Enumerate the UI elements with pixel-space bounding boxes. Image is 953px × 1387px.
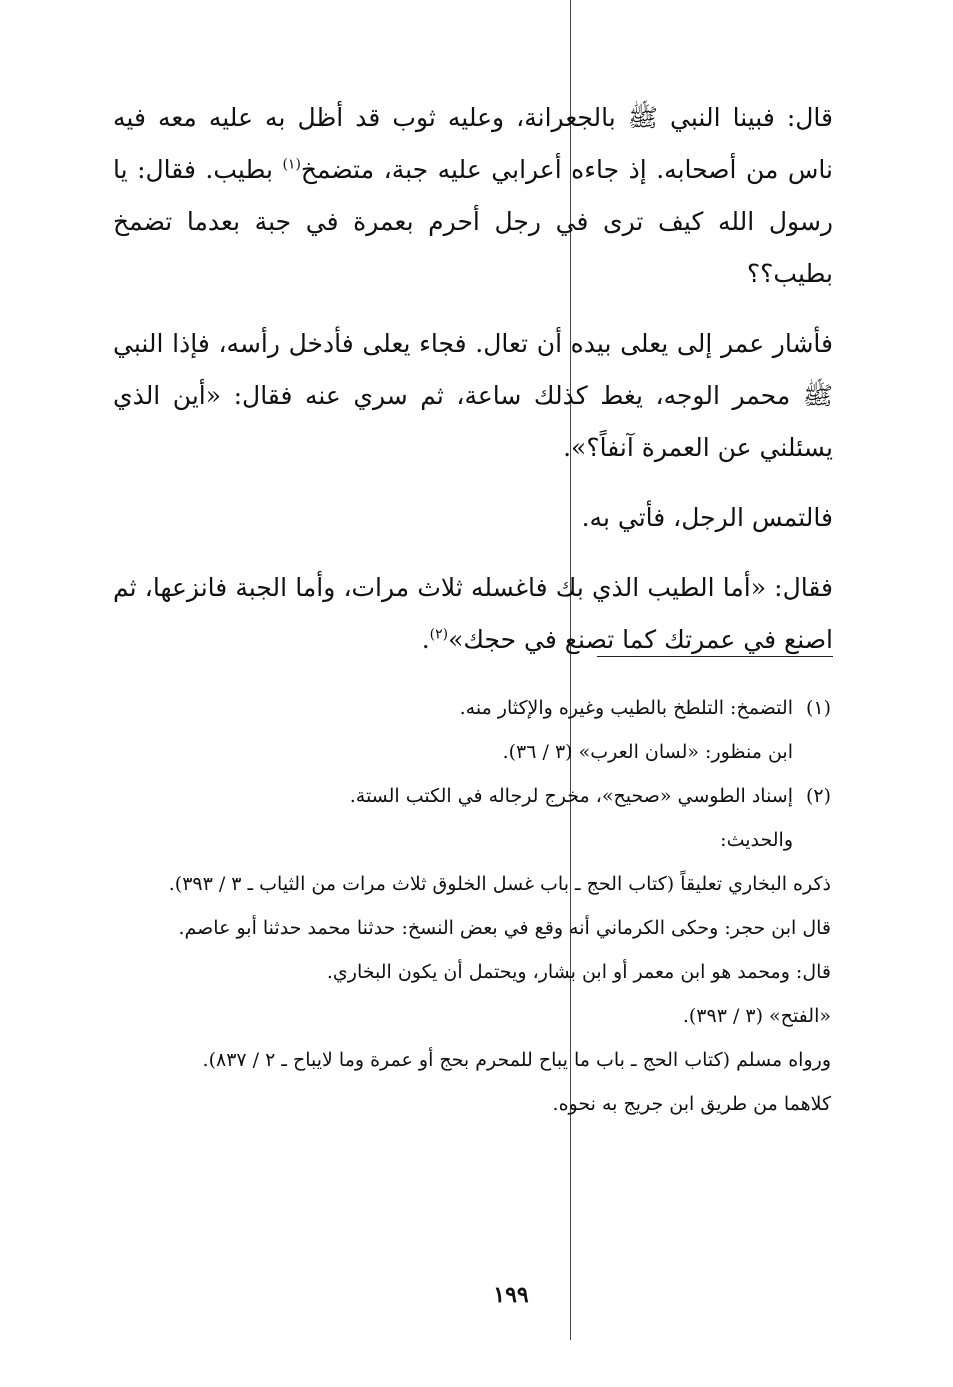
footnote-number: (١) (805, 697, 831, 719)
footnote-2-line: قال: ومحمد هو ابن معمر أو ابن بشار، ويحتمل أن يكون البخاري. (326, 961, 831, 983)
footnote-2-line: ورواه مسلم (كتاب الحج ـ باب ما يباح للمحرم بحج أو عمرة وما لايباح ـ ٢ / ٨٣٧). (202, 1049, 831, 1071)
footnote-2-line: ذكره البخاري تعليقاً (كتاب الحج ـ باب غسل الخلوق ثلاث مرات من الثياب ـ ٣ / ٣٩٣). (168, 873, 831, 895)
footnote-2-line: والحديث: (720, 829, 793, 851)
footnote-ref-1: (١) (282, 156, 301, 173)
paragraph-4: فقال: «أما الطيب الذي بك فاغسله ثلاث مرات، وأما الجبة فانزعها، ثم اصنع في عمرتك كما تصنع في حجك»$^{(٢)}$. (113, 573, 833, 654)
footnote-2-line: قال ابن حجر: وحكى الكرماني أنه وقع في بعض النسخ: حدثنا محمد حدثنا أبو عاصم. (178, 917, 831, 939)
footnote-1: (١)التضمخ: التلطخ بالطيب وغيره والإكثار منه. (117, 686, 831, 730)
paragraph-3: فالتمس الرجل، فأتي به. (581, 503, 833, 532)
footnote-number: (٢) (805, 785, 831, 807)
footnote-2-line: «الفتح» (٣ / ٣٩٣). (682, 1005, 831, 1027)
footnote-1-source: ابن منظور: «لسان العرب» (٣ / ٣٦). (502, 741, 793, 763)
footnotes (117, 686, 831, 1126)
footnote-ref-2: (٢) (429, 626, 449, 643)
footnote-2-line: كلاهما من طريق ابن جريج به نحوه. (552, 1093, 831, 1115)
paragraph-1: قال: فبينا النبي ﷺ بالجعرانة، وعليه ثوب قد أظل به عليه معه فيه ناس من أصحابه. إذ جاءه أعرابي عليه جبة، متضمخ$^{(١)}$ بطيب. فقال: يا رسول الله كيف ترى في رجل أحرم بعمرة في جبة بعدما تضمخ بطيب؟؟ (113, 103, 833, 288)
footnote-2: (٢)إسناد الطوسي «صحيح»، مخرج لرجاله في الكتب الستة. (117, 774, 831, 818)
page-number: ١٩٩ (493, 1282, 529, 1308)
paragraph-2: فأشار عمر إلى يعلى بيده أن تعال. فجاء يعلى فأدخل رأسه، فإذا النبي ﷺ محمر الوجه، يغط كذلك ساعة، ثم سري عنه فقال: «أين الذي يسئلني عن العمرة آنفاً؟». (113, 329, 833, 462)
main-text (113, 92, 833, 684)
footnote-separator (597, 656, 833, 657)
